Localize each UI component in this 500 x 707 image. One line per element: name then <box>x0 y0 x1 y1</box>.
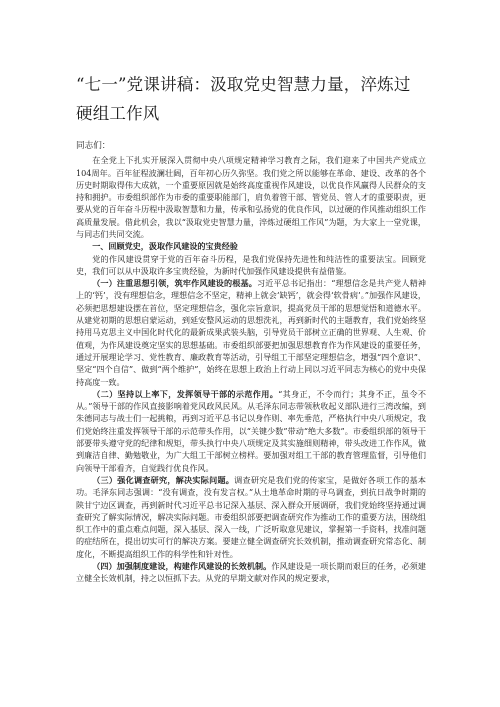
section-heading: 一、回顾党史，汲取作风建设的宝贵经验 <box>92 241 238 252</box>
point-paragraph-2 <box>76 388 426 474</box>
point-body-2: “其身正，不令而行；其身不正，虽令不从。”领导干部的作风直接影响着党风政风民风。从毛泽东同志带领秋收起义部队进行三湾改编，到朱德同志与战士们一起挑粮，再到习近平总书记以身作则、率先垂范，严格执行中央八项规定，我们党始终注重发挥领导干部的示范带头作用，以“关键少数”带动“绝大多数”。市委组织部的领导干部要带头遵守党的纪律和规矩，带头执行中央八项规定及其实施细则精神，带头改进工作作风，做到廉洁自律、勤勉敬业，为广大组工干部树立榜样。要加强对组工干部的教育管理监督，引导他们向领导干部看齐，自觉践行优良作风。 <box>76 388 426 473</box>
section-intro-paragraph: 党的作风建设贯穿于党的百年奋斗历程，是我们党保持先进性和纯洁性的重要法宝。回顾党史，我们可以从中汲取许多宝贵经验，为新时代加强作风建设提供有益借鉴。 <box>76 253 426 276</box>
point-lead-2: （二）坚持以上率下，发挥领导干部的示范作用。 <box>92 388 279 399</box>
point-body-4: 作风建设是一项长期而艰巨的任务，必须建立健全长效机制，持之以恒抓下去。从党的早期文献对作风的规定要求， <box>76 561 426 584</box>
point-paragraph-1 <box>76 277 426 388</box>
intro-paragraph: 在全党上下扎实开展深入贯彻中央八项规定精神学习教育之际，我们迎来了中国共产党成立104周年。百年征程波澜壮阔，百年初心历久弥坚。我们党之所以能够在革命、建设、改革的各个历史时期取得伟大成就，一个重要原因就是始终高度重视作风建设，以优良作风赢得人民群众的支持和拥护。市委组织部作为市委的重要职能部门，肩负着管干部、管党员、管人才的重要职责，更要从党的百年奋斗历程中汲取智慧和力量，传承和弘扬党的优良作风，以过硬的作风推动组织工作高质量发展。借此机会，我以“汲取党史智慧力量，淬炼过硬组工作风”为题，为大家上一堂党课，与同志们共同交流。 <box>76 155 426 239</box>
document-body <box>76 154 426 584</box>
point-body-3: 调查研究是我们党的传家宝，是做好各项工作的基本功。毛泽东同志强调：“没有调查，没有发言权。”从土地革命时期的寻乌调查，到抗日战争时期的陕甘宁边区调查，再到新时代习近平总书记深入基层、深入群众开展调研，我们党始终坚持通过调查研究了解实际情况，解决实际问题。市委组织部要把调查研究作为推动工作的重要方法，围绕组织工作中的重点难点问题，深入基层、深入一线，广泛听取意见建议，掌握第一手资料，找准问题的症结所在，提出切实可行的解决方案。要建立健全调查研究长效机制，推动调查研究常态化、制度化，不断提高组织工作的科学性和针对性。 <box>76 474 426 559</box>
point-paragraph-4 <box>76 560 426 585</box>
point-lead-4: （四）加强制度建设，构建作风建设的长效机制。 <box>92 561 272 571</box>
point-lead-3: （三）强化调查研究，解决实际问题。 <box>92 474 235 485</box>
point-lead-1: （一）注重思想引领，筑牢作风建设的根基。 <box>92 278 258 289</box>
greeting: 同志们： <box>76 141 111 151</box>
point-body-1: 习近平总书记指出：“理想信念是共产党人精神上的‘钙’，没有理想信念，理想信念不坚定，精神上就会‘缺钙’，就会得‘软骨病’。”加强作风建设，必须把思想建设摆在首位，坚定理想信念，强化宗旨意识，提高党员干部的思想觉悟和道德水平。从建党初期的思想启蒙运动，到延安整风运动的思想洗礼，再到新时代的主题教育，我们党始终坚持用马克思主义中国化时代化的最新成果武装头脑，引导党员干部树立正确的世界观、人生观、价值观，为作风建设奠定坚实的思想基础。市委组织部要把加强思想教育作为作风建设的重要任务，通过开展理论学习、党性教育、廉政教育等活动，引导组工干部坚定理想信念，增强“四个意识”、坚定“四个自信”、做到“两个维护”，始终在思想上政治上行动上同以习近平同志为核心的党中央保持高度一致。 <box>76 278 426 387</box>
page-title: “七一”党课讲稿：汲取党史智慧力量，淬炼过硬组工作风 <box>76 75 411 123</box>
point-paragraph-3 <box>76 474 426 560</box>
